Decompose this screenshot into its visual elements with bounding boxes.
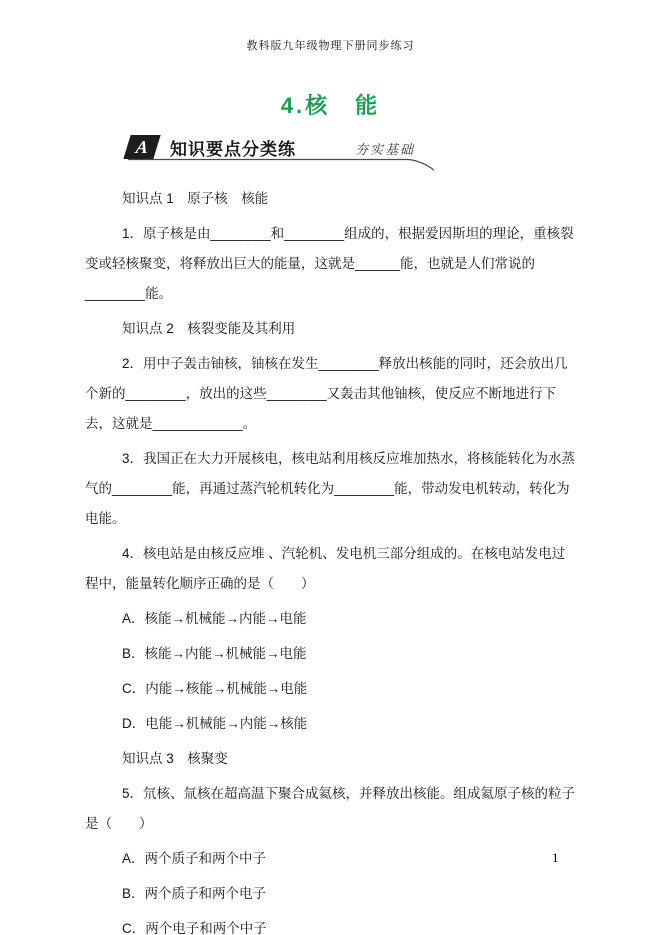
banner-rule-line (128, 158, 436, 172)
question-3: 3．我国正在大力开展核电，核电站利用核反应堆加热水，将核能转化为水蒸气的________能，再通过蒸汽轮机转化为________能，带动发电机转动，转化为电能。 (85, 451, 576, 526)
marker-letter: A (134, 137, 150, 157)
page-number: 1 (552, 850, 559, 865)
question-2: 2．用中子轰击铀核，铀核在发生________释放出核能的同时，还会放出几个新的________，放出的这些________又轰击其他铀核，使反应不断地进行下去，这就是____________。 (85, 356, 568, 431)
question-5-option-a: A．两个质子和两个中子 (122, 851, 267, 866)
page-title: 4.核 能 (280, 93, 381, 118)
knowledge-point-heading-1: 知识点 1 原子核 核能 (122, 191, 269, 206)
question-4-option-b: B．核能→内能→机械能→电能 (122, 646, 307, 661)
question-4-option-c: C．内能→核能→机械能→电能 (122, 681, 308, 696)
banner-subtitle: 夯实基础 (355, 142, 416, 157)
banner-title: 知识要点分类练 (170, 139, 296, 159)
question-5-option-c: C．两个电子和两个中子 (122, 921, 267, 935)
knowledge-point-heading-3: 知识点 3 核聚变 (122, 751, 228, 766)
worksheet-content (85, 184, 576, 935)
question-4-option-a: A．核能→机械能→内能→电能 (122, 611, 307, 626)
section-marker-icon (123, 135, 160, 159)
section-banner (127, 134, 447, 170)
question-5-option-b: B．两个质子和两个电子 (122, 886, 267, 901)
doc-header-text: 教科版九年级物理下册同步练习 (246, 40, 415, 52)
question-5: 5．氘核、氚核在超高温下聚合成氦核，并释放出核能。组成氦原子核的粒子是（ ） (85, 786, 576, 831)
question-4-option-d: D．电能→机械能→内能→核能 (122, 716, 308, 731)
question-1: 1．原子核是由________和________组成的，根据爱因斯坦的理论，重核裂变或轻核聚变，将释放出巨大的能量，这就是______能，也就是人们常说的________能。 (85, 226, 574, 301)
knowledge-point-heading-2: 知识点 2 核裂变能及其利用 (122, 321, 296, 336)
question-4: 4．核电站是由核反应堆 、汽轮机、发电机三部分组成的。在核电站发电过程中，能量转化顺序正确的是（ ） (85, 546, 566, 591)
